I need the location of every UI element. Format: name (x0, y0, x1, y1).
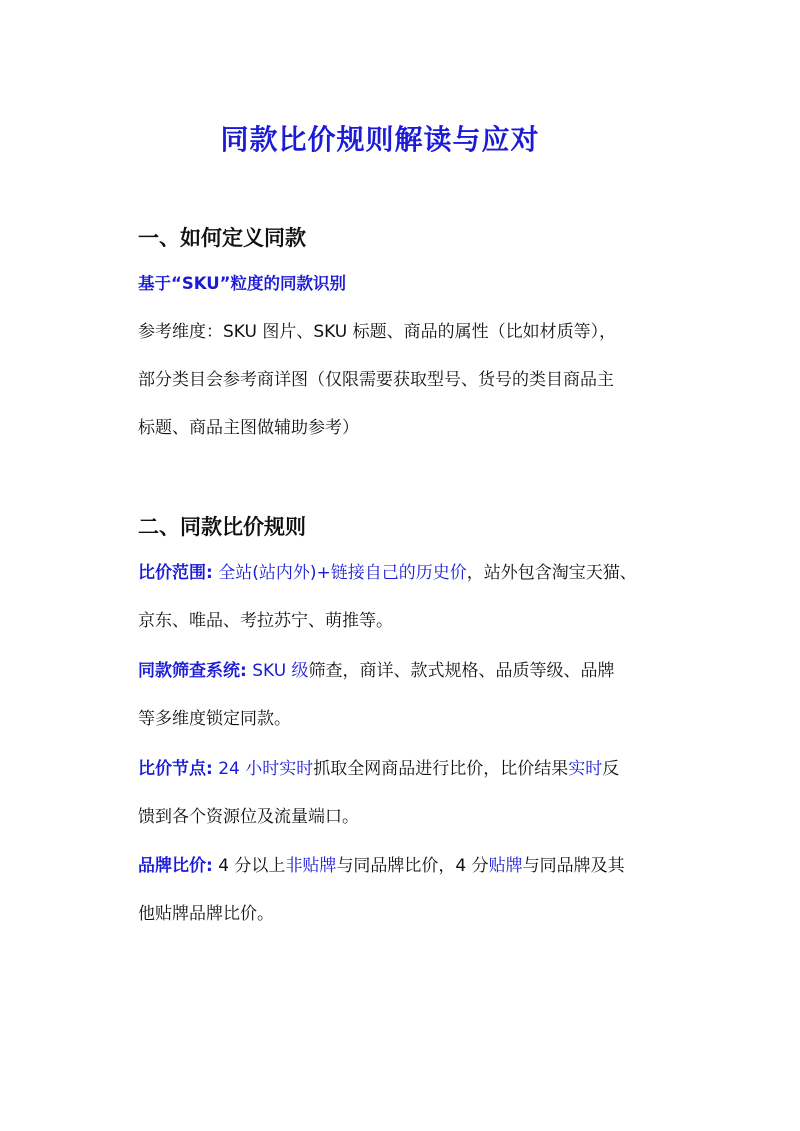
rule-line (138, 842, 678, 890)
rule-block-brand-price (138, 842, 678, 938)
rule-block-price-timing (138, 745, 678, 841)
rule-text: 与同品牌及其 (522, 856, 625, 876)
page-title: 同款比价规则解读与应对 (220, 123, 540, 156)
rule-line (138, 647, 678, 695)
rule-line: 京东、唯品、考拉苏宁、萌推等。 (138, 611, 393, 631)
rule-block-screening-system (138, 647, 678, 743)
rule-label: 同款筛查系统: (138, 661, 247, 681)
rule-text: 与同品牌比价，4 分 (336, 856, 489, 876)
section-heading-price-rules: 二、同款比价规则 (138, 515, 306, 539)
rule-line: 他贴牌品牌比价。 (138, 904, 274, 924)
rule-label: 比价范围: (138, 563, 213, 583)
rule-text: 反 (602, 759, 620, 779)
rule-highlight: 实时 (568, 759, 603, 779)
paragraph-line: 部分类目会参考商详图（仅限需要获取型号、货号的类目商品主 (138, 370, 614, 390)
rule-highlight: 非贴牌 (285, 856, 337, 876)
paragraph-line: 标题、商品主图做辅助参考） (138, 418, 359, 438)
rule-text: 抓取全网商品进行比价，比价结果 (313, 759, 569, 779)
rule-highlight: 全站(站内外)+链接自己的历史价 (212, 563, 467, 583)
section-subheading-sku: 基于“SKU”粒度的同款识别 (138, 274, 346, 293)
section1-paragraph (138, 308, 678, 452)
rule-line: 馈到各个资源位及流量端口。 (138, 807, 359, 827)
rule-highlight: SKU 级 (246, 661, 309, 681)
rule-highlight: 24 小时实时 (212, 759, 314, 779)
rule-text: ，站外包含淘宝天猫、 (466, 563, 637, 583)
section-heading-define-same-item: 一、如何定义同款 (138, 226, 306, 250)
rule-highlight: 贴牌 (488, 856, 523, 876)
rule-label: 比价节点: (138, 759, 213, 779)
paragraph-line: 参考维度：SKU 图片、SKU 标题、商品的属性（比如材质等）， (138, 322, 617, 342)
rule-text: 筛查，商详、款式规格、品质等级、品牌 (308, 661, 615, 681)
rule-label: 品牌比价: (138, 856, 213, 876)
rule-line (138, 745, 678, 793)
rule-line: 等多维度锁定同款。 (138, 709, 291, 729)
rule-block-price-scope (138, 549, 678, 645)
rule-text: 4 分以上 (212, 856, 286, 876)
rule-line (138, 549, 678, 597)
